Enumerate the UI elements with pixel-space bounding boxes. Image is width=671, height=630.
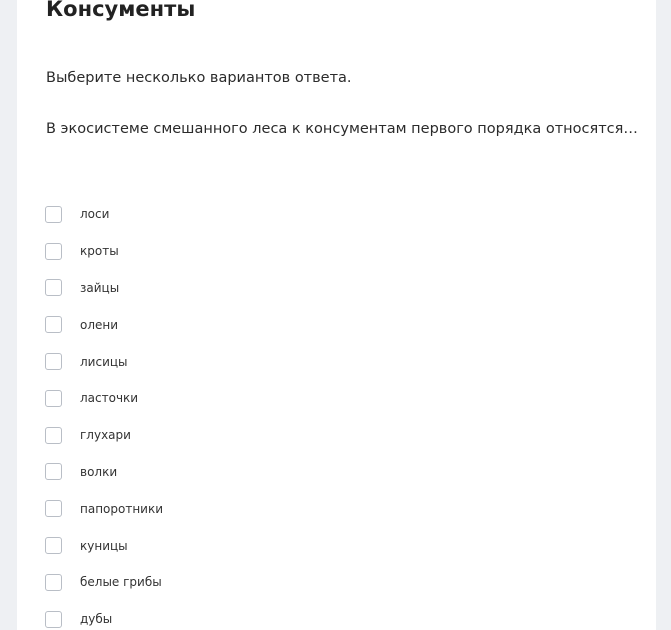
answer-option[interactable] (45, 564, 163, 601)
option-checkbox[interactable] (45, 353, 62, 370)
option-label: ласточки (80, 391, 139, 406)
option-checkbox[interactable] (45, 390, 62, 407)
option-label: белые грибы (80, 575, 162, 590)
answer-option[interactable] (45, 196, 163, 233)
option-checkbox[interactable] (45, 500, 62, 517)
option-checkbox[interactable] (45, 537, 62, 554)
option-label: глухари (80, 428, 131, 443)
page-title: Консументы (46, 0, 196, 21)
answer-option[interactable] (45, 527, 163, 564)
right-background-strip (656, 0, 671, 630)
option-label: волки (80, 464, 118, 479)
answer-option[interactable] (45, 270, 163, 307)
answer-option[interactable] (45, 343, 163, 380)
answer-option[interactable] (45, 454, 163, 491)
option-checkbox[interactable] (45, 279, 62, 296)
option-label: лоси (80, 207, 110, 222)
question-text: В экосистеме смешанного леса к консументам первого порядка относятся… (46, 121, 638, 137)
option-checkbox[interactable] (45, 611, 62, 628)
option-checkbox[interactable] (45, 243, 62, 260)
option-label: лисицы (80, 354, 128, 369)
option-label: папоротники (80, 501, 164, 516)
option-label: куницы (80, 538, 128, 553)
option-checkbox[interactable] (45, 463, 62, 480)
option-checkbox[interactable] (45, 316, 62, 333)
option-checkbox[interactable] (45, 574, 62, 591)
option-label: зайцы (80, 280, 120, 295)
answer-option[interactable] (45, 417, 163, 454)
answer-option[interactable] (45, 233, 163, 270)
instruction-text: Выберите несколько вариантов ответа. (46, 70, 352, 86)
answer-option[interactable] (45, 380, 163, 417)
left-background-strip (0, 0, 17, 630)
option-checkbox[interactable] (45, 427, 62, 444)
answer-option[interactable] (45, 490, 163, 527)
option-label: кроты (80, 244, 119, 259)
answer-option[interactable] (45, 306, 163, 343)
option-label: олени (80, 317, 119, 332)
option-label: дубы (80, 612, 113, 627)
option-checkbox[interactable] (45, 206, 62, 223)
answer-option[interactable] (45, 601, 163, 630)
answer-options-list (45, 196, 163, 630)
